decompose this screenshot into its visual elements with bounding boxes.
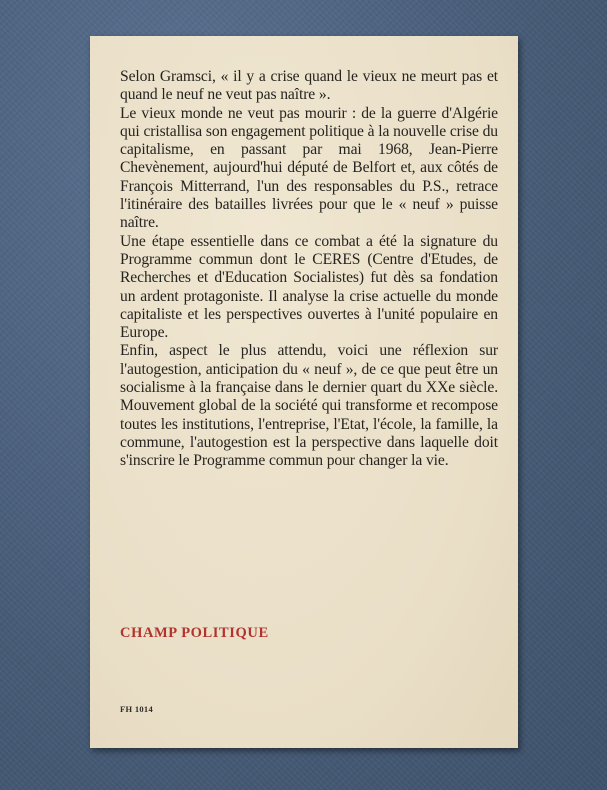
catalog-code: FH 1014: [120, 704, 154, 714]
book-back-cover: [90, 36, 518, 748]
blurb-paragraph-4: Enfin, aspect le plus attendu, voici une réflexion sur l'autogestion, anticipation du « neuf », de ce que peut être un socialisme à la française dans le dernier quart du XXe siècle. Mouvement global de la société qui transforme et recompose toutes les institutions, l'entreprise, l'Etat, l'école, la famille, la commune, l'autogestion est la perspective dans laquelle doit s'inscrire le Programme commun pour changer la vie.: [120, 342, 498, 470]
collection-name: CHAMP POLITIQUE: [120, 625, 269, 641]
blurb-paragraph-2: Le vieux monde ne veut pas mourir : de la guerre d'Algérie qui cristallisa son engagement politique à la nouvelle crise du capitalisme, en passant par mai 1968, Jean-Pierre Chevènement, aujourd'hui député de Belfort et, aux côtés de François Mitterrand, l'un des responsables du P.S., retrace l'itinéraire des batailles livrées pour que le « neuf » puisse naître.: [120, 104, 498, 232]
blurb-paragraph-1: Selon Gramsci, « il y a crise quand le vieux ne meurt pas et quand le neuf ne veut pas naître ».: [120, 68, 498, 104]
blurb-paragraph-3: Une étape essentielle dans ce combat a été la signature du Programme commun dont le CERES (Centre d'Etudes, de Recherches et d'Education Socialistes) fut dès sa fondation un ardent protagoniste. Il analyse la crise actuelle du monde capitaliste et les perspectives ouvertes à l'unité populaire en Europe.: [120, 232, 498, 342]
blurb-text: [120, 68, 498, 471]
